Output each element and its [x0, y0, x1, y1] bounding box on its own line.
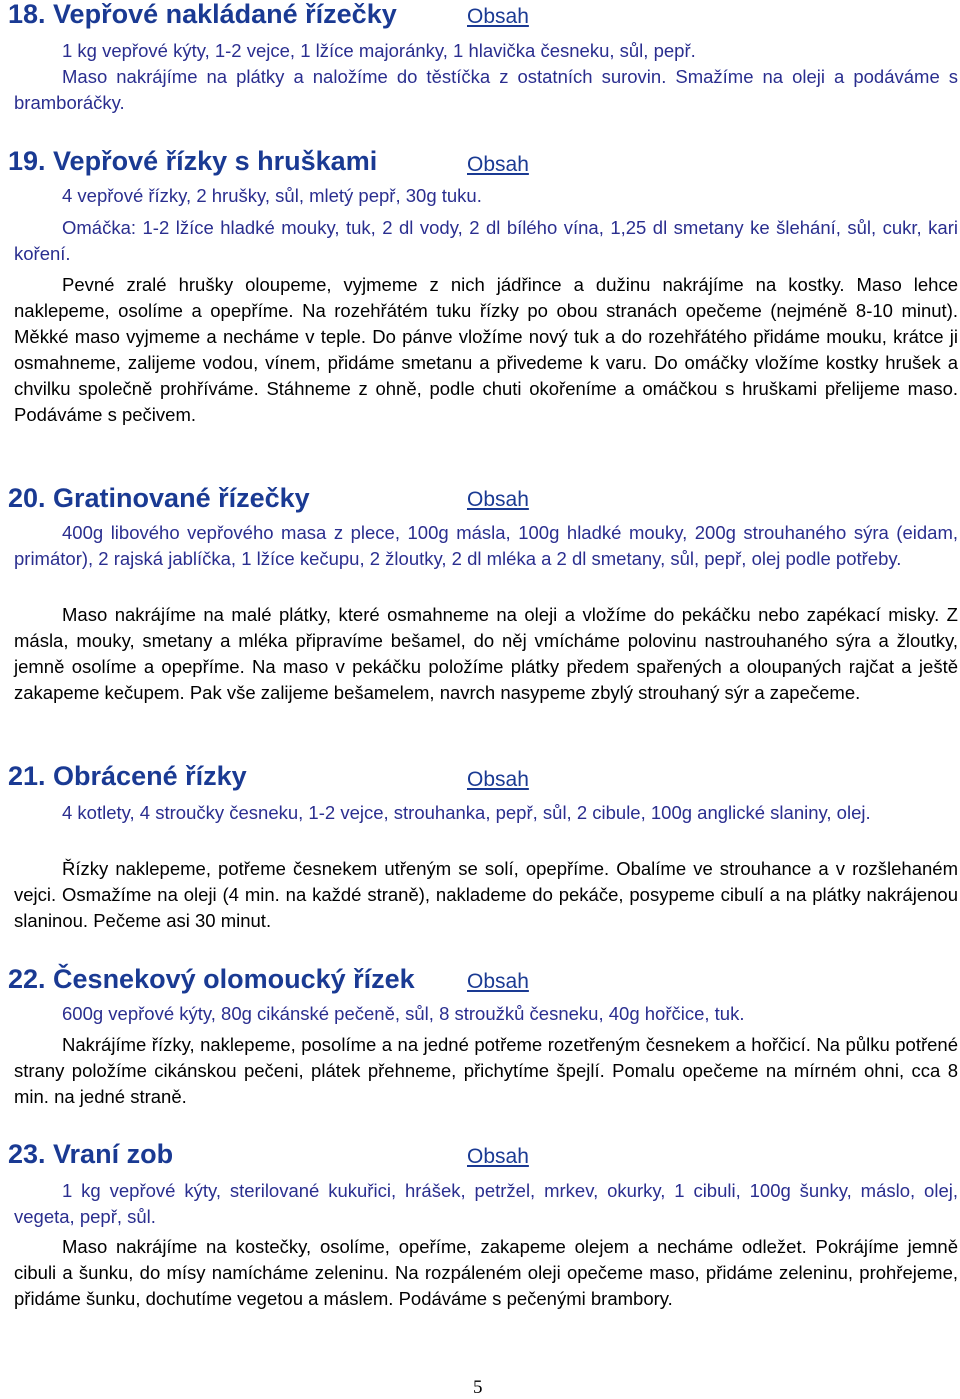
recipe-23-ingredients: 1 kg vepřové kýty, sterilované kukuřici, hrášek, petržel, mrkev, okurky, 1 cibuli, 100g šunky, máslo, olej, vegeta, pepř, sůl. — [14, 1180, 958, 1227]
recipe-22-heading: 22. Česnekový olomoucký řízek — [8, 964, 415, 994]
recipe-22-ingredients: 600g vepřové kýty, 80g cikánské pečeně, sůl, 8 stroužků česneku, 40g hořčice, tuk. — [62, 1003, 745, 1024]
recipe-22-contents-link[interactable]: Obsah — [467, 970, 529, 993]
recipe-18-ingredients: 1 kg vepřové kýty, 1-2 vejce, 1 lžíce majoránky, 1 hlavička česneku, sůl, pepř. — [62, 40, 696, 61]
recipe-21-heading: 21. Obrácené řízky — [8, 761, 247, 791]
page-number: 5 — [473, 1377, 483, 1398]
recipe-23-method: Maso nakrájíme na kostečky, osolíme, opeříme, zakapeme olejem a necháme odležet. Pokrájíme jemně cibuli a šunku, do mísy namícháme zeleninu. Na rozpáleném oleji opečeme maso, přidáme zeleninu, prohřejeme, přidáme šunku, dochutíme vegetou a máslem. Podáváme s pečenými brambory. — [14, 1236, 958, 1309]
recipe-18-contents-link[interactable]: Obsah — [467, 5, 529, 28]
recipe-23-heading: 23. Vraní zob — [8, 1139, 174, 1169]
recipe-23-contents-link[interactable]: Obsah — [467, 1145, 529, 1168]
recipe-19-sauce: Omáčka: 1-2 lžíce hladké mouky, tuk, 2 dl vody, 2 dl bílého vína, 1,25 dl smetany ke šlehání, sůl, cukr, kari koření. — [14, 217, 958, 264]
recipe-21-ingredients: 4 kotlety, 4 stroučky česneku, 1-2 vejce, strouhanka, pepř, sůl, 2 cibule, 100g anglické slaniny, olej. — [62, 802, 871, 823]
recipe-18-method: Maso nakrájíme na plátky a naložíme do těstíčka z ostatních surovin. Smažíme na oleji a podáváme s bramboráčky. — [14, 66, 958, 113]
recipe-20-heading: 20. Gratinované řízečky — [8, 483, 310, 513]
recipe-20-ingredients: 400g libového vepřového masa z plece, 100g másla, 100g hladké mouky, 200g strouhaného sýra (eidam, primátor), 2 rajská jablíčka, 1 lžíce kečupu, 2 žloutky, 2 dl mléka a 2 dl smetany, sůl, pepř, olej podle potřeby. — [14, 522, 958, 569]
recipe-20-method: Maso nakrájíme na malé plátky, které osmahneme na oleji a vložíme do pekáčku nebo zapékací misky. Z másla, mouky, smetany a mléka připravíme bešamel, do něj vmícháme polovinu nastrouhaného sýra a žloutky, jemně osolíme a opepříme. Na maso v pekáčku položíme plátky předem spařených a oloupaných rajčat a ještě zakapeme kečupem. Pak vše zalijeme bešamelem, navrch nasypeme zbylý strouhaný sýr a zapečeme. — [14, 604, 958, 703]
recipe-18-heading: 18. Vepřové nakládané řízečky — [8, 0, 397, 29]
recipe-19-heading: 19. Vepřové řízky s hruškami — [8, 146, 378, 176]
recipe-21-contents-link[interactable]: Obsah — [467, 768, 529, 791]
recipe-19-contents-link[interactable]: Obsah — [467, 153, 529, 176]
recipe-21-method: Řízky naklepeme, potřeme česnekem utřeným se solí, opepříme. Obalíme ve strouhance a v rozšlehaném vejci. Osmažíme na oleji (4 min. na každé straně), naklademe do pekáče, posypeme cibulí a na plátky nakrájenou slaninou. Pečeme asi 30 minut. — [14, 858, 958, 931]
recipe-19-ingredients: 4 vepřové řízky, 2 hrušky, sůl, mletý pepř, 30g tuku. — [62, 185, 482, 206]
recipe-22-method: Nakrájíme řízky, naklepeme, posolíme a na jedné potřeme rozetřeným česnekem a hořčicí. Na půlku potřené strany položíme cikánskou pečeni, plátek přehneme, přichytíme špejlí. Pomalu opečeme na mírném ohni, cca 8 min. na jedné straně. — [14, 1034, 958, 1107]
recipe-19-method: Pevné zralé hrušky oloupeme, vyjmeme z nich jádřince a dužinu nakrájíme na kostky. Maso lehce naklepeme, osolíme a opepříme. Na rozehřátém tuku řízky po obou stranách opečeme (nejméně 8-10 minut). Měkké maso vyjmeme a necháme v teple. Do pánve vložíme nový tuk a do rozehřátého přidáme mouku, krátce ji osmahneme, zalijeme vodou, vínem, přidáme smetanu a přivedeme k varu. Do omáčky vložíme kostky hrušek a chvilku společně prohříváme. Stáhneme z ohně, podle chuti okořeníme a omáčkou s hruškami přelijeme maso. Podáváme s pečivem. — [14, 274, 958, 425]
recipe-20-contents-link[interactable]: Obsah — [467, 488, 529, 511]
